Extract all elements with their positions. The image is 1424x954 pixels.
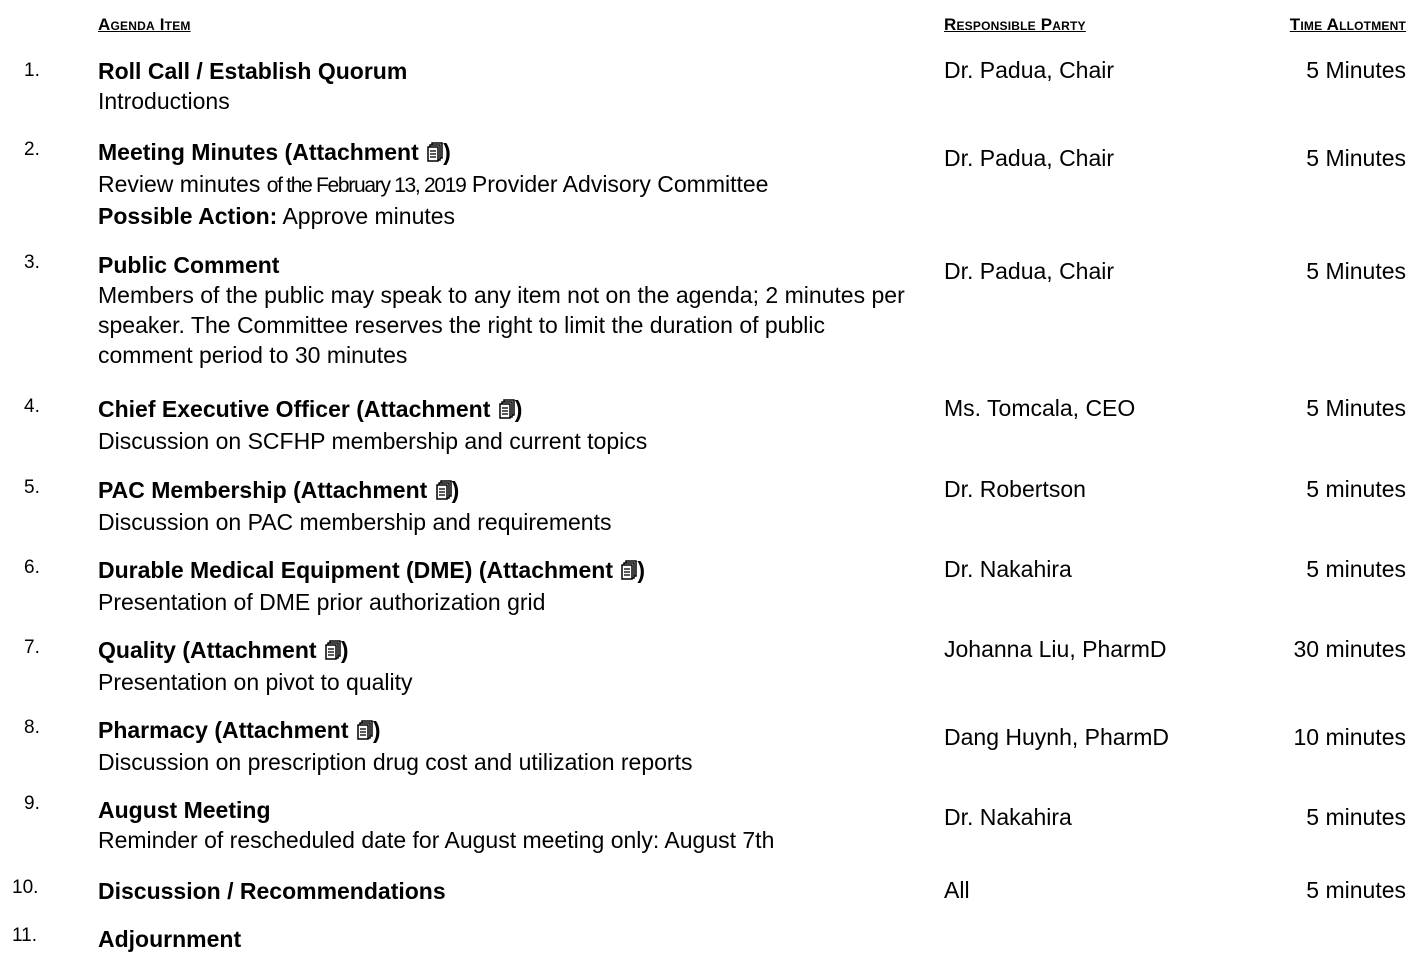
- item-title-text: Meeting Minutes (Attachment: [98, 139, 419, 165]
- item-body: [98, 795, 928, 855]
- document-stack-icon[interactable]: [499, 396, 515, 426]
- item-number: 1.: [24, 60, 40, 81]
- item-description-pre: Review minutes: [98, 171, 267, 197]
- item-title: [98, 715, 928, 747]
- item-time-allotment: 5 minutes: [1306, 804, 1406, 830]
- item-body: [98, 635, 928, 697]
- item-number: 11.: [12, 925, 38, 946]
- item-title-text: Quality (Attachment: [98, 637, 317, 663]
- item-body: [98, 555, 928, 617]
- item-title: Roll Call / Establish Quorum: [98, 58, 408, 84]
- item-description: Presentation of DME prior authorization grid: [98, 589, 546, 615]
- item-time-allotment: 5 Minutes: [1306, 395, 1406, 421]
- item-description-date: of the February 13, 2019: [266, 174, 466, 197]
- item-body: [98, 715, 928, 777]
- item-number: 4.: [24, 396, 40, 417]
- item-title: August Meeting: [98, 797, 271, 823]
- item-responsible-party: All: [944, 877, 970, 903]
- item-description: Members of the public may speak to any item not on the agenda; 2 minutes per speaker. The Committee reserves the right to limit the duration of public comment period to 30 minutes: [98, 282, 905, 368]
- time-allotment-header: Time Allotment: [1289, 15, 1406, 34]
- item-responsible-party: Dr. Padua, Chair: [944, 258, 1115, 284]
- item-number: 5.: [24, 477, 40, 498]
- item-title-text: PAC Membership (Attachment: [98, 477, 428, 503]
- possible-action-label: Possible Action:: [98, 203, 278, 229]
- item-time-allotment: 5 minutes: [1306, 556, 1406, 582]
- document-stack-icon[interactable]: [436, 477, 452, 507]
- item-number: 9.: [24, 793, 40, 814]
- item-body: [98, 475, 928, 537]
- responsible-party-header: Responsible Party: [944, 15, 1086, 34]
- item-title: [98, 137, 928, 169]
- item-title: Public Comment: [98, 252, 280, 278]
- item-description-post: Provider Advisory Committee: [465, 171, 769, 197]
- item-description: Presentation on pivot to quality: [98, 669, 413, 695]
- item-responsible-party: Dr. Robertson: [944, 476, 1086, 502]
- possible-action-text: Approve minutes: [277, 203, 456, 229]
- item-time-allotment: 5 Minutes: [1306, 258, 1406, 284]
- item-time-allotment: 5 minutes: [1306, 877, 1406, 903]
- item-body: [98, 250, 908, 370]
- item-number: 8.: [24, 717, 40, 738]
- item-time-allotment: 10 minutes: [1293, 724, 1406, 750]
- item-responsible-party: Dang Huynh, PharmD: [944, 724, 1169, 750]
- item-responsible-party: Dr. Padua, Chair: [944, 57, 1115, 83]
- agenda-item-header: Agenda Item: [98, 15, 191, 34]
- item-description: Discussion on SCFHP membership and current topics: [98, 428, 648, 454]
- item-title-text: Chief Executive Officer (Attachment: [98, 396, 491, 422]
- item-number: 10.: [12, 877, 39, 898]
- close-paren: ): [340, 637, 349, 663]
- item-description: Discussion on PAC membership and requirements: [98, 509, 612, 535]
- item-title: [98, 475, 928, 507]
- item-time-allotment: 5 Minutes: [1306, 57, 1406, 83]
- item-number: 3.: [24, 252, 40, 273]
- item-title-text: Durable Medical Equipment (DME) (Attachment: [98, 557, 613, 583]
- item-responsible-party: Dr. Padua, Chair: [944, 145, 1115, 171]
- item-responsible-party: Dr. Nakahira: [944, 804, 1072, 830]
- item-body: [98, 137, 928, 231]
- document-stack-icon[interactable]: [325, 637, 341, 667]
- close-paren: ): [451, 477, 460, 503]
- item-title: Discussion / Recommendations: [98, 878, 446, 904]
- close-paren: ): [514, 396, 523, 422]
- item-body: [98, 394, 928, 456]
- document-stack-icon[interactable]: [427, 139, 443, 169]
- document-stack-icon[interactable]: [357, 717, 373, 747]
- item-body: [98, 876, 928, 906]
- close-paren: ): [372, 717, 381, 743]
- item-time-allotment: 30 minutes: [1293, 636, 1406, 662]
- item-title: Adjournment: [98, 926, 242, 952]
- item-number: 7.: [24, 637, 40, 658]
- item-time-allotment: 5 Minutes: [1306, 145, 1406, 171]
- item-responsible-party: Ms. Tomcala, CEO: [944, 395, 1136, 421]
- item-possible-action: [98, 201, 928, 231]
- item-number: 2.: [24, 139, 40, 160]
- item-description: [98, 169, 928, 201]
- item-title: [98, 555, 928, 587]
- document-stack-icon[interactable]: [621, 557, 637, 587]
- item-title-text: Pharmacy (Attachment: [98, 717, 349, 743]
- item-description: Introductions: [98, 88, 230, 114]
- item-body: [98, 56, 928, 116]
- item-description: Reminder of rescheduled date for August meeting only: August 7th: [98, 827, 775, 853]
- item-responsible-party: Dr. Nakahira: [944, 556, 1072, 582]
- close-paren: ): [443, 139, 451, 165]
- item-description: Discussion on prescription drug cost and utilization reports: [98, 749, 693, 775]
- close-paren: ): [637, 557, 646, 583]
- item-body: [98, 924, 928, 954]
- item-time-allotment: 5 minutes: [1306, 476, 1406, 502]
- item-number: 6.: [24, 557, 40, 578]
- item-title: [98, 394, 928, 426]
- item-responsible-party: Johanna Liu, PharmD: [944, 636, 1167, 662]
- item-title: [98, 635, 928, 667]
